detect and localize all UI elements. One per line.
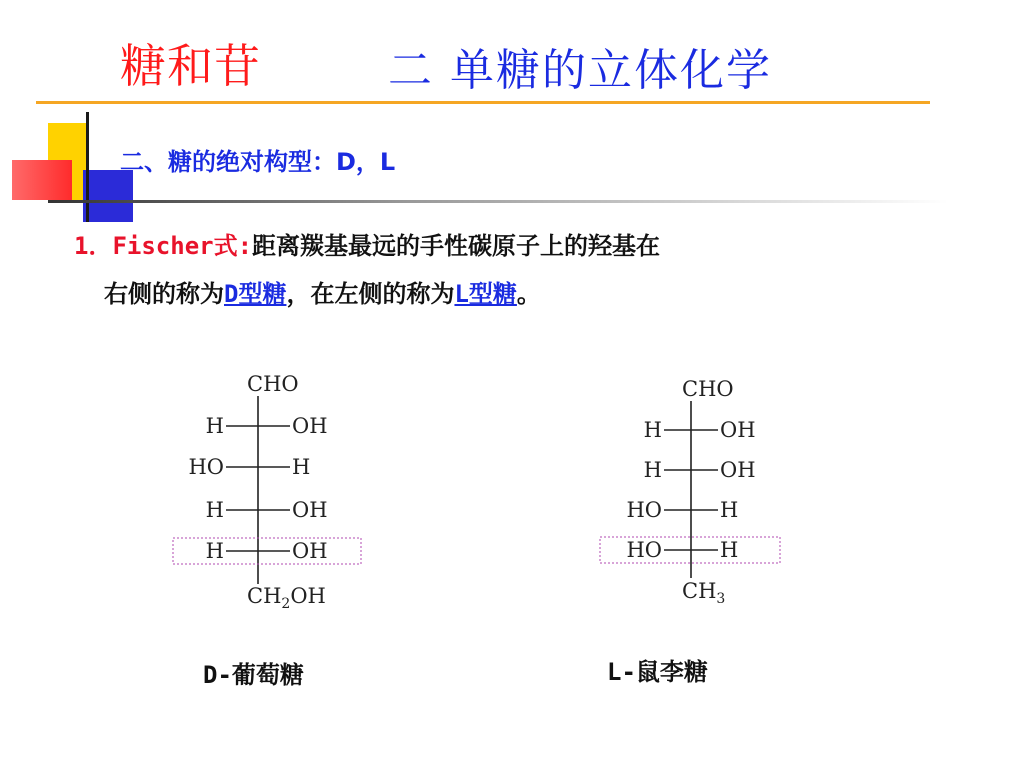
definition-text-1: 距离羰基最远的手性碳原子上的羟基在 xyxy=(252,232,661,260)
d-glucose-row3-right: OH xyxy=(292,498,328,522)
link-l-sugar[interactable]: L型糖 xyxy=(454,280,517,308)
d-glucose-row1-right: OH xyxy=(292,414,328,438)
l-rhamnose-row3-right: H xyxy=(720,498,739,522)
l-rhamnose-top-group: CHO xyxy=(682,377,734,401)
definition-text-4: 。 xyxy=(516,280,541,308)
d-glucose-row4-right: OH xyxy=(292,539,328,563)
slide-title-left: 糖和苷 xyxy=(120,39,261,93)
d-glucose-bottom-group: $CH_2OH$ xyxy=(247,584,326,612)
d-glucose-structure xyxy=(173,372,361,612)
l-rhamnose-row1-right: OH xyxy=(720,418,756,442)
definition-text-2: 右侧的称为 xyxy=(104,280,224,308)
l-rhamnose-label: L-鼠李糖 xyxy=(607,658,708,686)
slide-title-right: 二 单糖的立体化学 xyxy=(388,45,772,96)
l-rhamnose-bottom-group: $CH_3$ xyxy=(682,579,726,607)
link-d-sugar[interactable]: D型糖 xyxy=(224,280,287,308)
definition-prefix: 1．Fischer式: xyxy=(74,232,253,260)
d-glucose-row2-left: HO xyxy=(188,455,224,479)
l-rhamnose-structure xyxy=(600,377,780,607)
l-rhamnose-row2-right: OH xyxy=(720,458,756,482)
d-glucose-row2-right: H xyxy=(292,455,311,479)
d-glucose-row3-left: H xyxy=(205,498,224,522)
l-rhamnose-row4-left: HO xyxy=(626,538,662,562)
d-glucose-label: D-葡萄糖 xyxy=(203,661,304,689)
d-glucose-top-group: CHO xyxy=(247,372,299,396)
l-rhamnose-row3-left: HO xyxy=(626,498,662,522)
l-rhamnose-row4-right: H xyxy=(720,538,739,562)
section-subtitle: 二、糖的绝对构型：D，L xyxy=(120,148,396,176)
d-glucose-row1-left: H xyxy=(205,414,224,438)
d-glucose-row4-left: H xyxy=(205,539,224,563)
l-rhamnose-row1-left: H xyxy=(643,418,662,442)
definition-text-3: ，在左侧的称为 xyxy=(286,280,455,308)
l-rhamnose-row2-left: H xyxy=(643,458,662,482)
